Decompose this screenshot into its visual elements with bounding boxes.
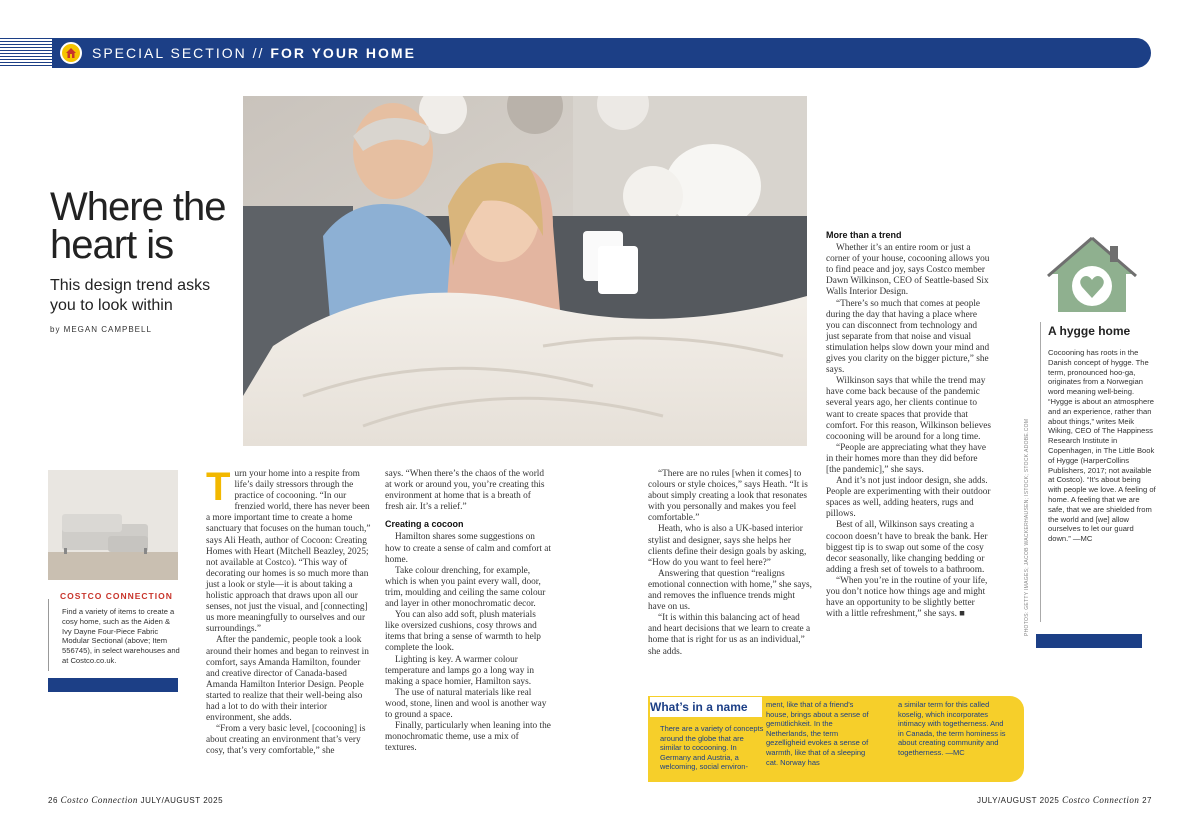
costco-connection-text: Find a variety of items to create a cosy home, such as the Aiden & Ivy Dayne Four-Piece Fabric Modular Sectional (above; Item 556745), in select warehouses and at Costco.co.uk. xyxy=(62,607,180,665)
paragraph: Take colour drenching, for example, which is when you paint every wall, door, trim, moulding and ceiling the same colour and layer in other monochromatic decor. xyxy=(385,565,546,610)
paragraph: After the pandemic, people took a look around their homes and began to reinvest in comfort, says Amanda Hamilton, founder and creative director of Canada-based Amanda Hamilton Interior Design. People started to realize that their well-being also had a lot to do with their interior environment, she adds. xyxy=(206,635,369,724)
section-name: FOR YOUR HOME xyxy=(270,45,416,61)
subheading-creating-a-cocoon: Creating a cocoon xyxy=(385,519,464,530)
section-label: SPECIAL SECTION // xyxy=(92,45,265,61)
paragraph: Best of all, Wilkinson says creating a cocoon doesn’t have to break the bank. Her biggest tip is to swap out some of the cosy decor seasonally, like changing bedding or adding a fresh set of towels to a bathroom. xyxy=(826,520,988,575)
paragraph: “There’s so much that comes at people during the day that having a place where you can disconnect from technology and just separate from that noise and visual stimulation helps slow down your mind and gives you clarity on the bigger picture,” she says. xyxy=(826,298,990,376)
heart-house-icon xyxy=(1046,234,1138,319)
article-column-3 xyxy=(648,469,814,658)
sofa-photo xyxy=(48,470,178,580)
paragraph: “When you’re in the routine of your life, you don’t notice how things age and might have an opportunity to be slightly better with a little refreshment,” she says. ■ xyxy=(826,575,988,620)
home-icon xyxy=(60,42,82,64)
issue-date-right: JULY/AUGUST 2025 xyxy=(976,796,1060,805)
whats-in-a-name-col-3: a similar term for this called koselig, which incorporates intimacy with togetherness. And in Canada, the term hominess is about creating community and togetherness. —MC xyxy=(898,700,1006,757)
paragraph: Wilkinson says that while the trend may have come back because of the pandemic several years ago, her clients continue to want to create spaces that provide that comfort. For this reason, Wilkinson believes cocooning will be around for a long time. xyxy=(826,376,991,442)
paragraph: Hamilton shares some suggestions on how to create a sense of calm and comfort at home. xyxy=(385,532,551,565)
byline: by MEGAN CAMPBELL xyxy=(50,325,152,334)
photo-credit: PHOTOS: GETTY IMAGES; JACOB WACKERHAUSEN; ISTOCK; STOCK.ADOBE.COM xyxy=(1024,418,1030,636)
sidebar-title: A hygge home xyxy=(1048,324,1131,338)
magazine-name-left: Costco Connection xyxy=(60,795,138,805)
footer-right xyxy=(977,795,1152,805)
page-number-right: 27 xyxy=(1142,796,1152,805)
article-column-4 xyxy=(826,230,992,620)
paragraph: “People are appreciating what they have in their homes more than they did before [the pandemic],” she says. xyxy=(826,442,986,475)
whats-in-a-name-col-2: ment, like that of a friend’s house, brings about a sense of gemütlichkeit. In the Netherlands, the term gezelligheid evokes a sense of warmth, like that of a sleeping cat. Norway has xyxy=(766,700,869,767)
paragraph: The use of natural materials like real wood, stone, linen and wool is another way to ground a space. xyxy=(385,687,547,720)
sidebar-bar xyxy=(1036,634,1142,648)
paragraph: “There are no rules [when it comes] to colours or style choices,” says Heath. “It is about simply creating a look that resonates with you personally and makes you feel comfortable.” xyxy=(648,469,808,524)
paragraph: You can also add soft, plush materials like oversized cushions, cosy throws and items that bring a sense of warmth to help complete the look. xyxy=(385,610,541,654)
section-banner xyxy=(52,38,1151,68)
sidebar-text: Cocooning has roots in the Danish concept of hygge. The term, pronounced hoo-ga, originates from a Norwegian word meaning well-being. “Hygge is about an atmosphere and an experience, rather than about things,” writes Meik Wiking, CEO of The Happiness Research Institute in Copenhagen, in The Little Book of Hygge (HarperCollins Publishers, 2017; not available at Costco). “It’s about being with people we love. A feeling of home. A feeling that we are safe, that we are shielded from the world and [we] allow ourselves to let our guard down.” —MC xyxy=(1048,348,1156,544)
hero-photo xyxy=(243,96,807,446)
paragraph: urn your home into a respite from life’s daily stressors through the practice of cocooning. “In our frenzied world, there has never been a more important time to create a home sanctuary that focuses on the human touch,” says Ali Heath, author of Cocoon: Creating Homes with Heart (Mitchell Beazley, 2025; not available at Costco). “This way of decorating our homes is so much more than just a look or style—it is about taking a holistic approach that draws upon all our senses, not just the visual, and [connecting] us more meaningfully to ourselves and our surroundings.” xyxy=(206,469,371,635)
sidebar-rule xyxy=(1040,322,1041,622)
footer-left xyxy=(48,795,223,805)
paragraph: And it’s not just indoor design, she adds. People are experimenting with their outdoor spaces as well, adding heaters, rugs and pillows. xyxy=(826,476,991,520)
issue-date-left: JULY/AUGUST 2025 xyxy=(140,796,224,805)
article-column-1 xyxy=(206,465,374,757)
costco-connection-title: COSTCO CONNECTION xyxy=(60,591,173,601)
subheading-more-than-a-trend: More than a trend xyxy=(826,230,902,240)
paragraph: “It is within this balancing act of head and heart decisions that we learn to create a home that is right for us as an individual,” she adds. xyxy=(648,613,811,657)
headline-line-1: Where the xyxy=(50,185,226,229)
paragraph: “From a very basic level, [cocooning] is about creating an environment that’s very cosy, that’s very comfortable,” she xyxy=(206,724,366,757)
magazine-name-right: Costco Connection xyxy=(1062,795,1140,805)
headline-line-2: heart is xyxy=(50,223,174,267)
header-stripes xyxy=(0,38,52,68)
article-column-2 xyxy=(385,469,551,754)
paragraph: Heath, who is also a UK-based interior stylist and designer, says she helps her clients define their design goals by asking, “How do you want to feel here?” xyxy=(648,524,807,568)
whats-in-a-name-col-1: There are a variety of concepts around the globe that are similar to cocooning. In Germany and Austria, a welcoming, social environ- xyxy=(660,724,764,772)
page-number-left: 26 xyxy=(48,796,58,805)
costco-connection-bar xyxy=(48,678,178,692)
paragraph: Lighting is key. A warmer colour temperature and lamps go a long way in making a space homier, Hamilton says. xyxy=(385,654,534,687)
paragraph: Finally, particularly when leaning into the monochromatic theme, use a mix of textures. xyxy=(385,721,551,754)
drop-cap: T xyxy=(206,465,231,509)
whats-in-a-name-title: What’s in a name xyxy=(650,697,762,717)
paragraph: Answering that question “realigns emotional connection with home,” she says, and removes the influence trends might have on us. xyxy=(648,568,812,613)
dek: This design trend asks you to look within xyxy=(50,277,211,314)
paragraph: Whether it’s an entire room or just a corner of your house, cocooning allows you to find peace and joy, says Costco member Dawn Wilkinson, CEO of Seattle-based Six Walls Interior Design. xyxy=(826,243,990,298)
paragraph: says. “When there’s the chaos of the world at work or around you, you’re creating this environment at home that is a breath of fresh air. It’s a relief.” xyxy=(385,469,545,513)
headline xyxy=(50,185,226,267)
